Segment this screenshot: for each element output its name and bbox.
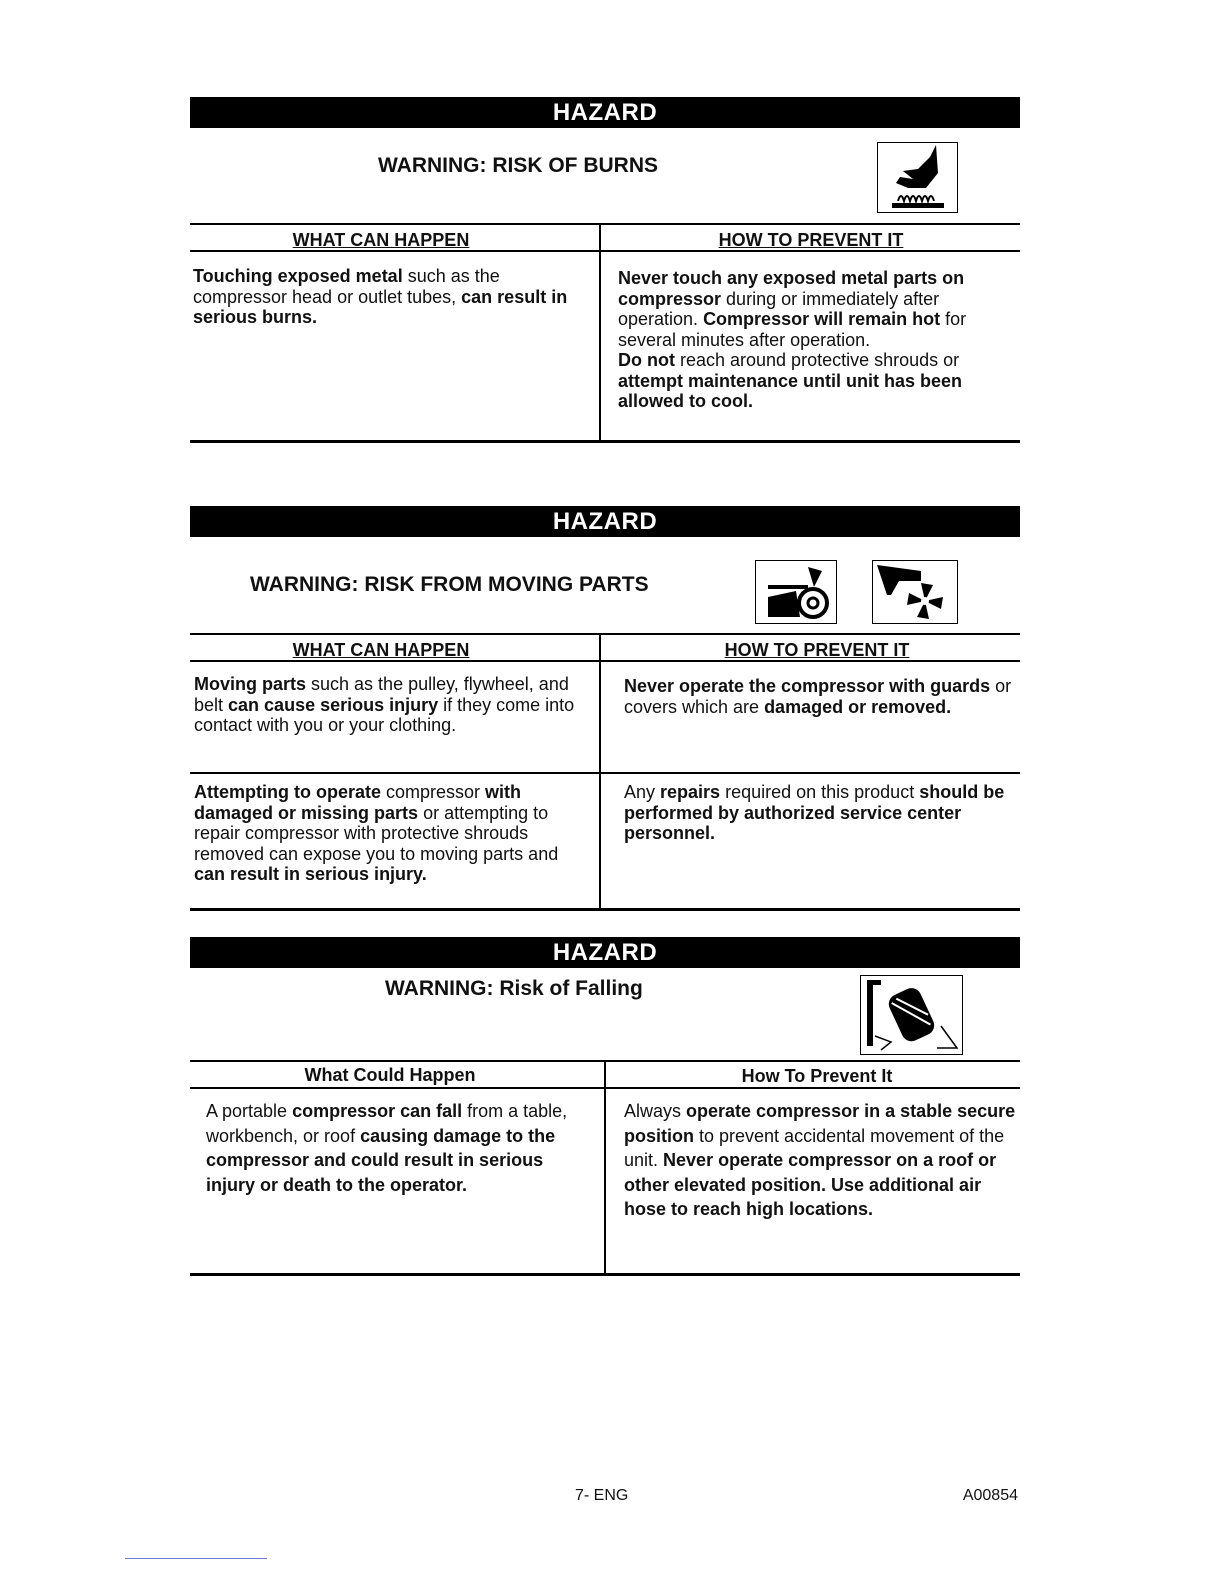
document-code: A00854	[962, 1487, 1018, 1504]
text-segment: from a table, workbench, or roof	[206, 1101, 568, 1146]
warning-title: WARNING: Risk of Falling	[385, 977, 643, 1000]
text-segment: Always	[624, 1101, 687, 1121]
table-top-rule	[190, 633, 1020, 635]
bold-text-segment: Moving parts	[194, 674, 307, 694]
bold-text-segment: compressor can fall	[292, 1101, 463, 1121]
header-rule	[190, 250, 1020, 252]
bold-text-segment: can cause serious injury	[228, 694, 439, 715]
bold-text-segment: can result in serious burns.	[193, 286, 568, 327]
text-segment: if they come into contact with you or your clothing.	[194, 694, 575, 735]
bold-text-segment: with damaged or missing parts	[194, 782, 522, 823]
how-to-prevent-cell	[624, 676, 1014, 717]
column-header-what: What Could Happen	[304, 1065, 476, 1085]
column-header-how: How To Prevent It	[741, 1066, 893, 1086]
page-number: 7- ENG	[575, 1487, 629, 1504]
table-bottom-rule	[190, 440, 1020, 443]
bold-text-segment: Touching exposed metal	[193, 266, 403, 286]
text-segment: Any	[624, 782, 661, 802]
bold-text-segment: Never operate the compressor with guards	[624, 676, 991, 696]
bold-text-segment: damaged or removed.	[764, 696, 952, 717]
text-segment: during or immediately after operation.	[618, 288, 940, 329]
warning-title: WARNING: RISK FROM MOVING PARTS	[250, 573, 649, 596]
what-can-happen-cell	[206, 1099, 586, 1197]
bold-text-segment: Never operate compressor on a roof or other elevated position. Use additional air hose to reach high locations.	[624, 1150, 997, 1219]
text-segment: such as the pulley, flywheel, and belt	[194, 674, 569, 715]
text-segment: A portable	[206, 1101, 293, 1121]
what-can-happen-cell	[194, 782, 592, 885]
how-to-prevent-cell	[624, 782, 1014, 844]
column-header-how: HOW TO PREVENT IT	[724, 640, 910, 660]
column-divider	[604, 1060, 606, 1276]
header-rule	[190, 660, 1020, 662]
hazard-banner: HAZARD	[190, 97, 1020, 128]
bold-text-segment: Do not	[618, 350, 675, 370]
bold-text-segment: repairs	[660, 782, 721, 802]
text-segment: required on this product	[720, 782, 920, 802]
column-divider	[599, 633, 601, 911]
bold-text-segment: operate compressor in a stable secure position	[624, 1101, 1016, 1146]
text-segment: compressor	[381, 782, 486, 802]
column-header-what: WHAT CAN HAPPEN	[292, 640, 470, 660]
text-segment: or covers which are	[624, 676, 1012, 717]
table-bottom-rule	[190, 1273, 1020, 1276]
hazard-banner: HAZARD	[190, 506, 1020, 537]
how-to-prevent-cell	[624, 1099, 1016, 1222]
bold-text-segment: Attempting to operate	[194, 782, 381, 802]
column-header-how: HOW TO PREVENT IT	[718, 230, 904, 250]
text-segment: such as the compressor head or outlet tubes,	[193, 266, 500, 307]
falling-compressor-icon	[860, 975, 963, 1055]
scan-edge-line	[125, 1558, 267, 1559]
text-segment: for several minutes after operation.	[618, 309, 967, 350]
warning-title: WARNING: RISK OF BURNS	[378, 154, 658, 177]
hot-surface-icon	[877, 142, 958, 213]
row-rule	[190, 772, 1020, 774]
pulley-belt-hand-icon	[755, 560, 837, 624]
hazard-banner: HAZARD	[190, 937, 1020, 968]
what-can-happen-cell	[193, 266, 588, 328]
what-can-happen-cell	[194, 674, 592, 736]
bold-text-segment: causing damage to the compressor and could result in serious injury or death to the operator.	[206, 1125, 556, 1195]
table-top-rule	[190, 223, 1020, 225]
fan-hand-icon	[872, 560, 958, 624]
how-to-prevent-cell	[618, 268, 1013, 412]
bold-text-segment: Never touch any exposed metal parts on compressor	[618, 268, 965, 309]
bold-text-segment: can result in serious injury.	[194, 864, 427, 884]
bold-text-segment: should be performed by authorized service center personnel.	[624, 782, 1005, 843]
bold-text-segment: Compressor will remain hot	[703, 309, 941, 329]
text-segment: or attempting to repair compressor with protective shrouds removed can expose you to moving parts and	[194, 802, 559, 864]
column-divider	[599, 223, 601, 442]
column-header-what: WHAT CAN HAPPEN	[292, 230, 470, 250]
text-segment: reach around protective shrouds or	[674, 350, 960, 370]
bold-text-segment: attempt maintenance until unit has been allowed to cool.	[618, 370, 963, 411]
text-segment: to prevent accidental movement of the unit.	[624, 1125, 1005, 1170]
table-bottom-rule	[190, 908, 1020, 911]
